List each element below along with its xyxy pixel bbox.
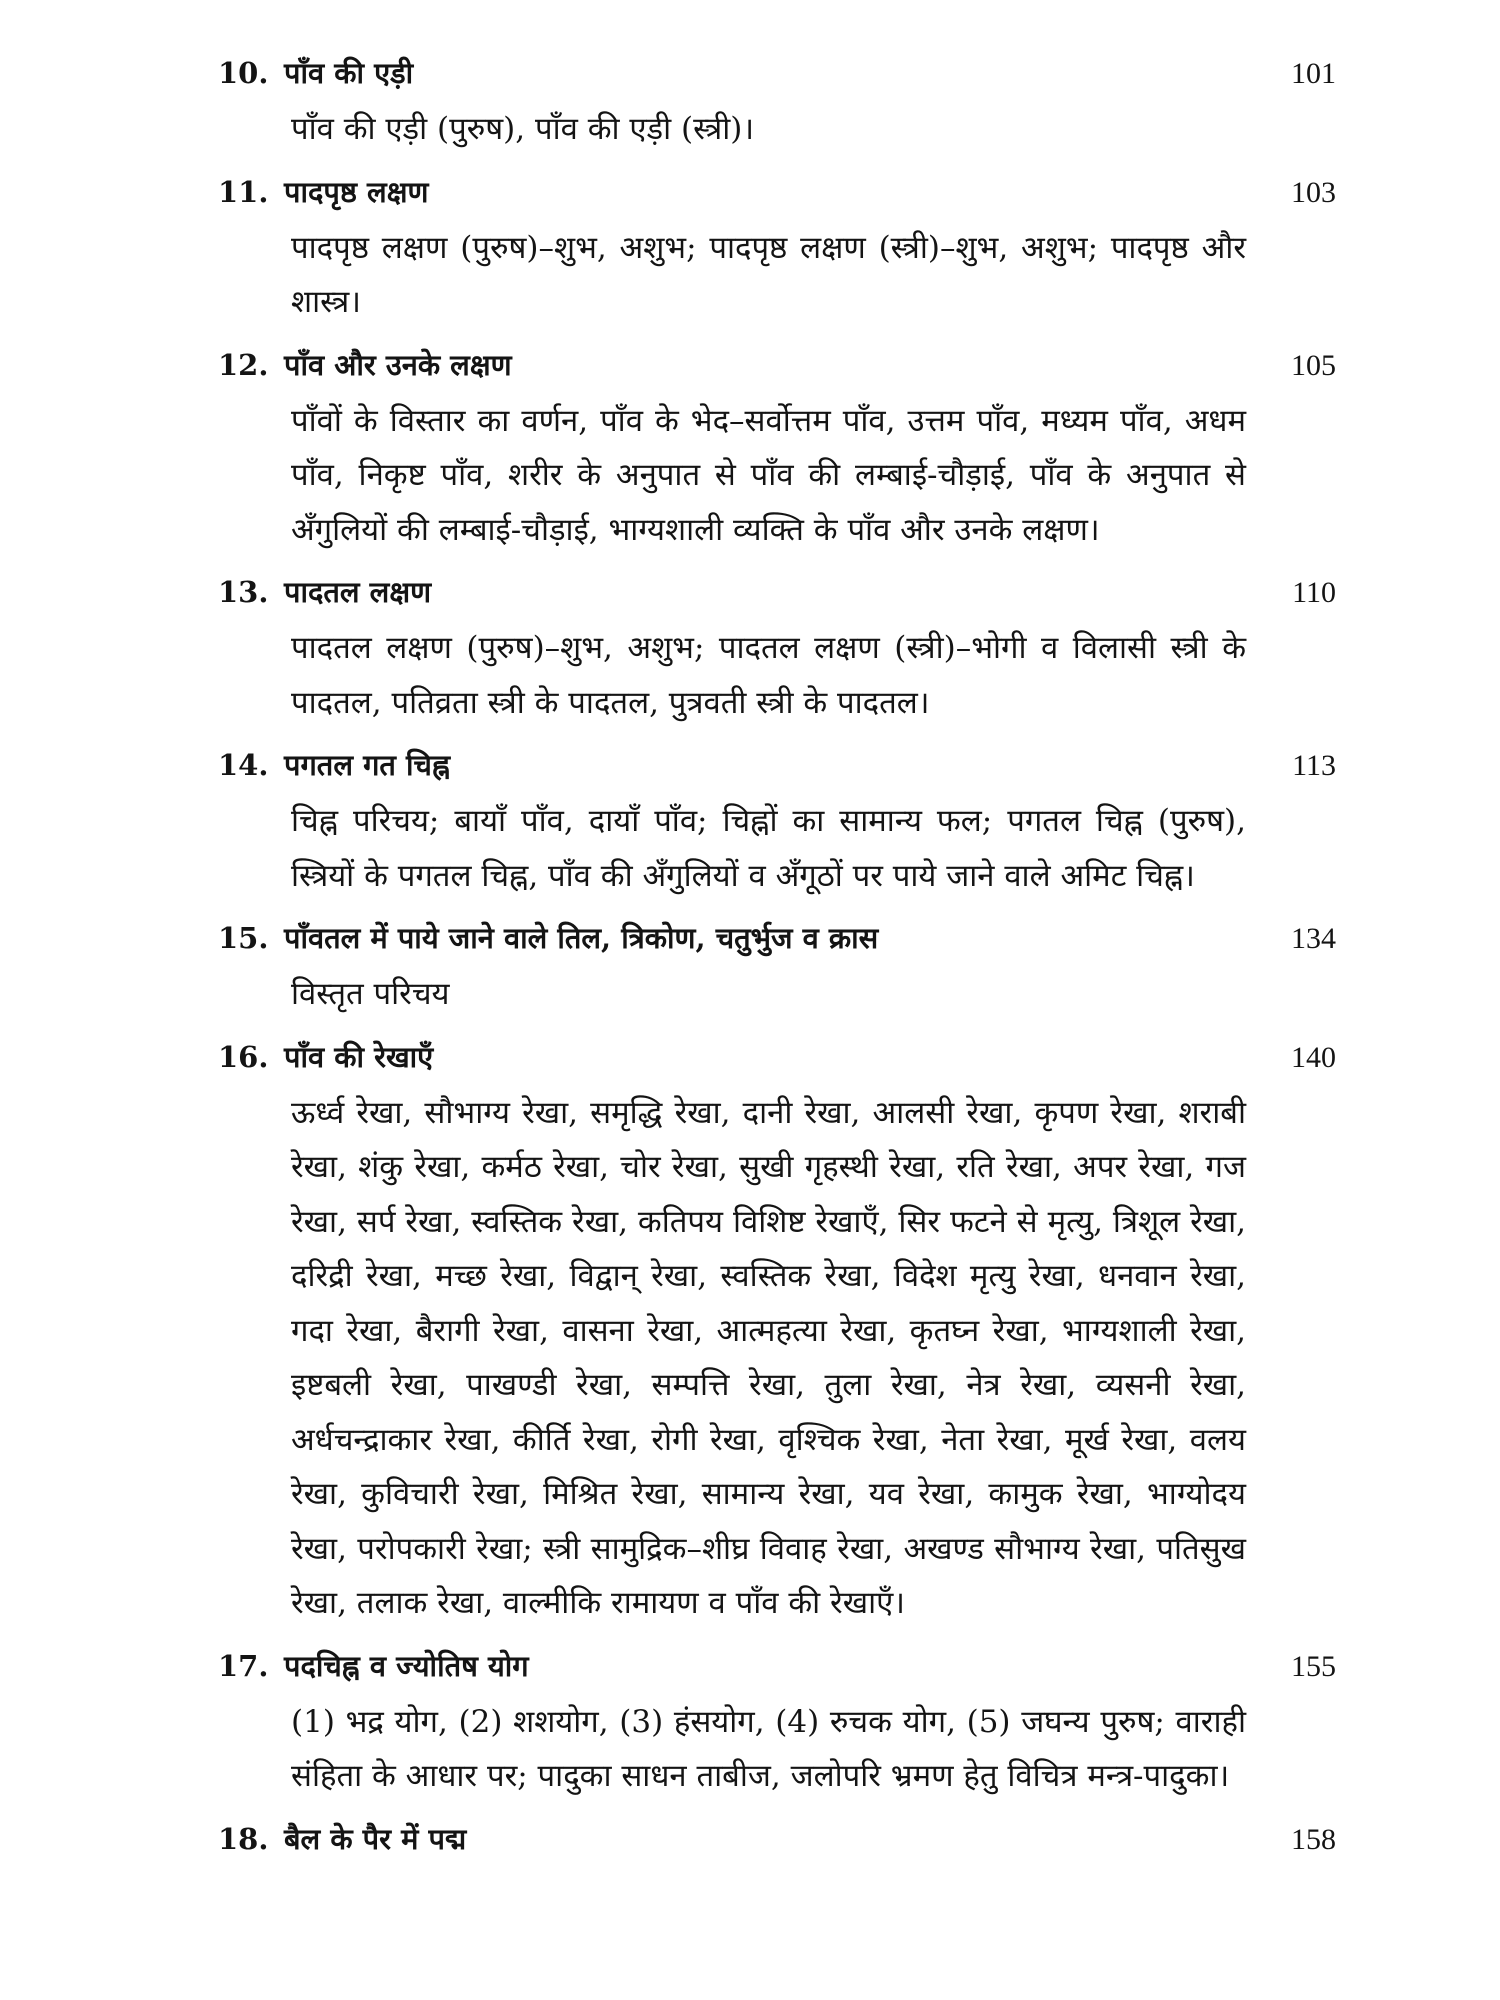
toc-entry-14 xyxy=(218,736,1338,903)
page-number: 140 xyxy=(1291,1040,1336,1074)
toc-entry-13 xyxy=(218,563,1338,730)
chapter-title: 12. पाँव और उनके लक्षण xyxy=(218,336,512,394)
page-number: 110 xyxy=(1292,576,1336,609)
chapter-title: 16. पाँव की रेखाएँ xyxy=(218,1028,433,1086)
toc-heading xyxy=(218,336,1338,394)
toc-heading xyxy=(218,1028,1338,1086)
toc-heading xyxy=(218,563,1338,621)
toc-entry-16 xyxy=(218,1028,1338,1631)
toc-entry-11 xyxy=(218,163,1338,330)
chapter-description: चिह्न परिचय; बायाँ पाँव, दायाँ पाँव; चिह्नों का सामान्य फल; पगतल चिह्न (पुरुष), स्त्रियों के पगतल चिह्न, पाँव की अँगुलियों व अँगूठों पर पाये जाने वाले अमिट चिह्न। xyxy=(291,803,1246,894)
chapter-number: 10. xyxy=(218,56,269,90)
page-number: 105 xyxy=(1291,348,1336,382)
toc-heading xyxy=(218,1810,1338,1868)
chapter-title: 18. बैल के पैर में पद्म xyxy=(218,1810,466,1868)
chapter-description: पादतल लक्षण (पुरुष)–शुभ, अशुभ; पादतल लक्षण (स्त्री)–भोगी व विलासी स्त्री के पादतल, पतिव्रता स्त्री के पादतल, पुत्रवती स्त्री के पादतल। xyxy=(291,630,1246,721)
toc-heading xyxy=(218,163,1338,221)
page-number: 101 xyxy=(1291,57,1336,90)
chapter-title: 11. पादपृष्ठ लक्षण xyxy=(218,163,428,221)
chapter-description: ऊर्ध्व रेखा, सौभाग्य रेखा, समृद्धि रेखा, दानी रेखा, आलसी रेखा, कृपण रेखा, शराबी रेखा, शंकु रेखा, कर्मठ रेखा, चोर रेखा, सुखी गृहस्थी रेखा, रति रेखा, अपर रेखा, गज रेखा, सर्प रेखा, स्वस्तिक रेखा, कतिपय विशिष्ट रेखाएँ, सिर फटने से मृत्यु, त्रिशूल रेखा, दरिद्री रेखा, मच्छ रेखा, विद्वान् रेखा, स्वस्तिक रेखा, विदेश मृत्यु रेखा, धनवान रेखा, गदा रेखा, बैरागी रेखा, वासना रेखा, आत्महत्या रेखा, कृतघ्न रेखा, भाग्यशाली रेखा, इष्टबली रेखा, पाखण्डी रेखा, सम्पत्ति रेखा, तुला रेखा, नेत्र रेखा, व्यसनी रेखा, अर्धचन्द्राकार रेखा, कीर्ति रेखा, रोगी रेखा, वृश्चिक रेखा, नेता रेखा, मूर्ख रेखा, वलय रेखा, कुविचारी रेखा, मिश्रित रेखा, सामान्य रेखा, यव रेखा, कामुक रेखा, भाग्योदय रेखा, परोपकारी रेखा; स्त्री सामुद्रिक–शीघ्र विवाह रेखा, अखण्ड सौभाग्य रेखा, पतिसुख रेखा, तलाक रेखा, वाल्मीकि रामायण व पाँव की रेखाएँ। xyxy=(291,1094,1246,1621)
page-number: 113 xyxy=(1292,749,1336,782)
chapter-number: 14. xyxy=(218,748,269,782)
chapter-number: 16. xyxy=(218,1039,269,1074)
toc-entry-18 xyxy=(218,1810,1338,1868)
chapter-title: 13. पादतल लक्षण xyxy=(218,563,431,621)
page-number: 158 xyxy=(1291,1822,1336,1856)
page-number: 134 xyxy=(1291,922,1336,955)
chapter-number: 18. xyxy=(218,1821,269,1856)
chapter-number: 12. xyxy=(218,347,269,382)
chapter-title: 15. पाँवतल में पाये जाने वाले तिल, त्रिकोण, चतुर्भुज व क्रास xyxy=(218,909,878,967)
toc-heading xyxy=(218,909,1338,967)
chapter-description: विस्तृत परिचय xyxy=(291,976,450,1012)
toc-entry-15 xyxy=(218,909,1338,1022)
toc-heading xyxy=(218,1637,1338,1695)
toc-entry-10 xyxy=(218,44,1338,157)
chapter-number: 11. xyxy=(218,174,269,209)
chapter-number: 13. xyxy=(218,575,269,609)
chapter-description: पादपृष्ठ लक्षण (पुरुष)–शुभ, अशुभ; पादपृष्ठ लक्षण (स्त्री)–शुभ, अशुभ; पादपृष्ठ और शास्त्र। xyxy=(291,229,1246,320)
page-number: 155 xyxy=(1291,1649,1336,1683)
page-number: 103 xyxy=(1291,175,1336,209)
toc-entry-17 xyxy=(218,1637,1338,1804)
chapter-number: 17. xyxy=(218,1648,269,1683)
chapter-title: 14. पगतल गत चिह्न xyxy=(218,736,450,794)
chapter-title: 10. पाँव की एड़ी xyxy=(218,44,413,102)
toc-heading xyxy=(218,736,1338,794)
chapter-title: 17. पदचिह्न व ज्योतिष योग xyxy=(218,1637,529,1695)
chapter-description: (1) भद्र योग, (2) शशयोग, (3) हंसयोग, (4) रुचक योग, (5) जघन्य पुरुष; वाराही संहिता के आधार पर; पादुका साधन ताबीज, जलोपरि भ्रमण हेतु विचित्र मन्त्र-पादुका। xyxy=(291,1703,1246,1794)
toc-entry-12 xyxy=(218,336,1338,558)
chapter-description: पाँव की एड़ी (पुरुष), पाँव की एड़ी (स्त्री)। xyxy=(291,111,755,147)
chapter-description: पाँवों के विस्तार का वर्णन, पाँव के भेद–सर्वोत्तम पाँव, उत्तम पाँव, मध्यम पाँव, अधम पाँव, निकृष्ट पाँव, शरीर के अनुपात से पाँव की लम्बाई-चौड़ाई, पाँव के अनुपात से अँगुलियों की लम्बाई-चौड़ाई, भाग्यशाली व्यक्ति के पाँव और उनके लक्षण। xyxy=(291,402,1246,548)
toc-heading xyxy=(218,44,1338,102)
chapter-number: 15. xyxy=(218,921,269,955)
table-of-contents xyxy=(218,44,1338,1874)
